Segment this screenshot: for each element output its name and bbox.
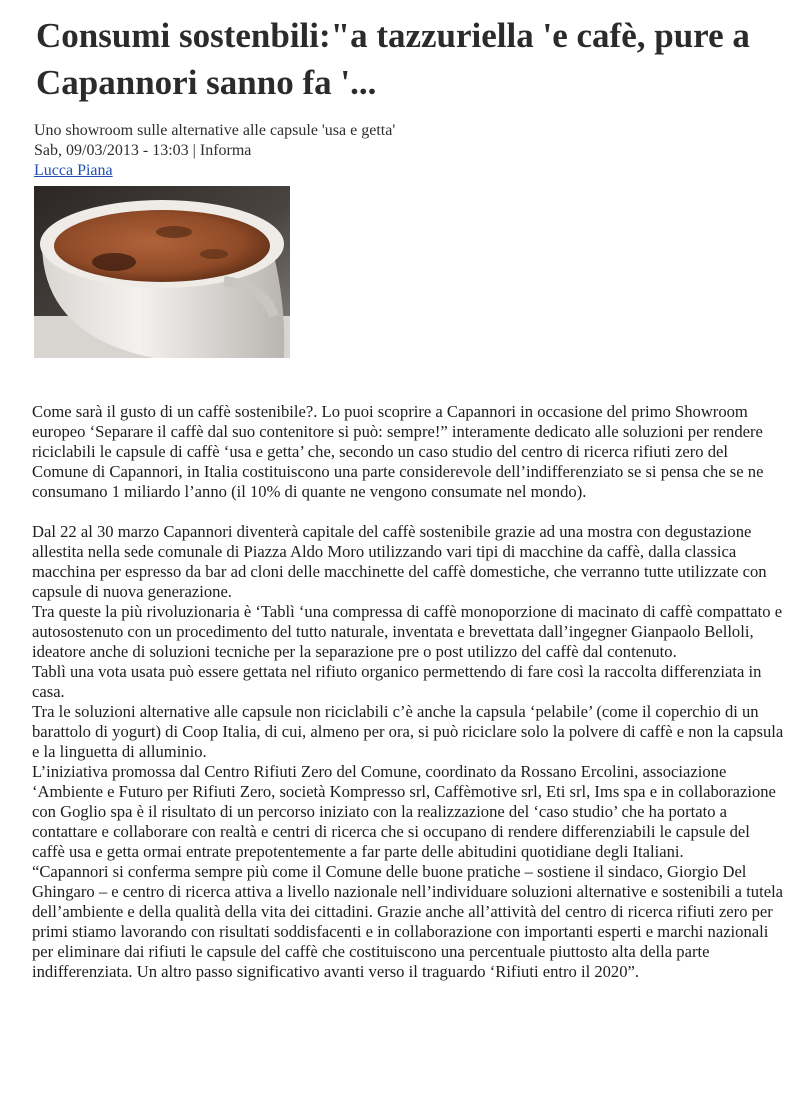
paragraph: Tra le soluzioni alternative alle capsule non riciclabili c’è anche la capsula ‘pelabile’ (come il coperchio di un barattolo di yogurt) di Coop Italia, di cui, almeno per ora, si può riciclare solo la polvere di caffè e non la capsula e la linguetta di alluminio. <box>32 702 784 761</box>
paragraph: L’iniziativa promossa dal Centro Rifiuti Zero del Comune, coordinato da Rossano Ercolini, associazione ‘Ambiente e Futuro per Rifiuti Zero, società Kompresso srl, Caffèmotive srl, Eti srl, Ims spa e in collaborazione con Goglio spa è il risultato di un percorso iniziato con la realizzazione del ‘caso studio’ che ha portato a contattare e collaborare con realtà e centri di ricerca che si occupano di rendere differenziabili le capsule del caffè usa e getta ormai entrate prepotentemente a far parte delle abitudini quotidiane degli Italiani. <box>32 762 776 861</box>
article-subtitle: Uno showroom sulle alternative alle capsule 'usa e getta' <box>34 122 396 139</box>
coffee-cup-image <box>34 186 290 358</box>
paragraph: “Capannori si conferma sempre più come il Comune delle buone pratiche – sostiene il sindaco, Giorgio Del Ghingaro – e centro di ricerca attiva a livello nazionale nell’individuare soluzioni alternative e sostenibili a tutela dell’ambiente e della qualità della vita dei cittadini. Grazie anche all’attività del centro di ricerca rifiuti zero per primi stiamo lavorando con risultati soddisfacenti e in collaborazione con importanti esperti e marchi nazionali per eliminare dai rifiuti le capsule del caffè che costituiscono una percentuale piuttosto alta della parte indifferenziata. Un altro passo significativo avanti verso il traguardo ‘Rifiuti entro il 2020”. <box>32 862 784 981</box>
coffee-cup-photo <box>34 186 290 358</box>
author-link[interactable]: Lucca Piana <box>34 162 113 179</box>
paragraph: Tra queste la più rivoluzionaria è ‘Tablì ‘una compressa di caffè monoporzione di macinato di caffè compattato e autosostenuto con un procedimento del tutto naturale, inventata e brevettata dall’ingegner Gianpaolo Belloli, ideatore anche di soluzioni tecniche per la separazione pre o post utilizzo del caffè dal contenuto. <box>32 602 783 661</box>
paragraph: Tablì una vota usata può essere gettata nel rifiuto organico permettendo di fare così la raccolta differenziata in casa. <box>32 662 762 701</box>
article-body <box>32 402 784 982</box>
article-title: Consumi sostenbili:"a tazzuriella 'e cafè, pure a Capannori sanno fa '... <box>36 16 750 102</box>
paragraph: Come sarà il gusto di un caffè sostenibile?. Lo puoi scoprire a Capannori in occasione del primo Showroom europeo ‘Separare il caffè dal suo contenitore si può: sempre!” interamente dedicato alle soluzioni per rendere riciclabili le capsule di caffè ‘usa e getta’ che, secondo un caso studio del centro di ricerca rifiuti zero del Comune di Capannori, in Italia costituiscono una parte considerevole dell’indifferenziato se si pensa che se ne consumano 1 miliardo l’anno (il 10% di quante ne vengono consumate nel mondo). <box>32 402 764 501</box>
article-meta: Sab, 09/03/2013 - 13:03 | Informa <box>34 142 252 159</box>
paragraph: Dal 22 al 30 marzo Capannori diventerà capitale del caffè sostenibile grazie ad una mostra con degustazione allestita nella sede comunale di Piazza Aldo Moro utilizzando vari tipi di macchine da caffè, dalla classica macchina per espresso da bar ad cloni delle macchinette del caffè domestiche, che verranno tutte utilizzate con capsule di nuova generazione. <box>32 522 767 601</box>
